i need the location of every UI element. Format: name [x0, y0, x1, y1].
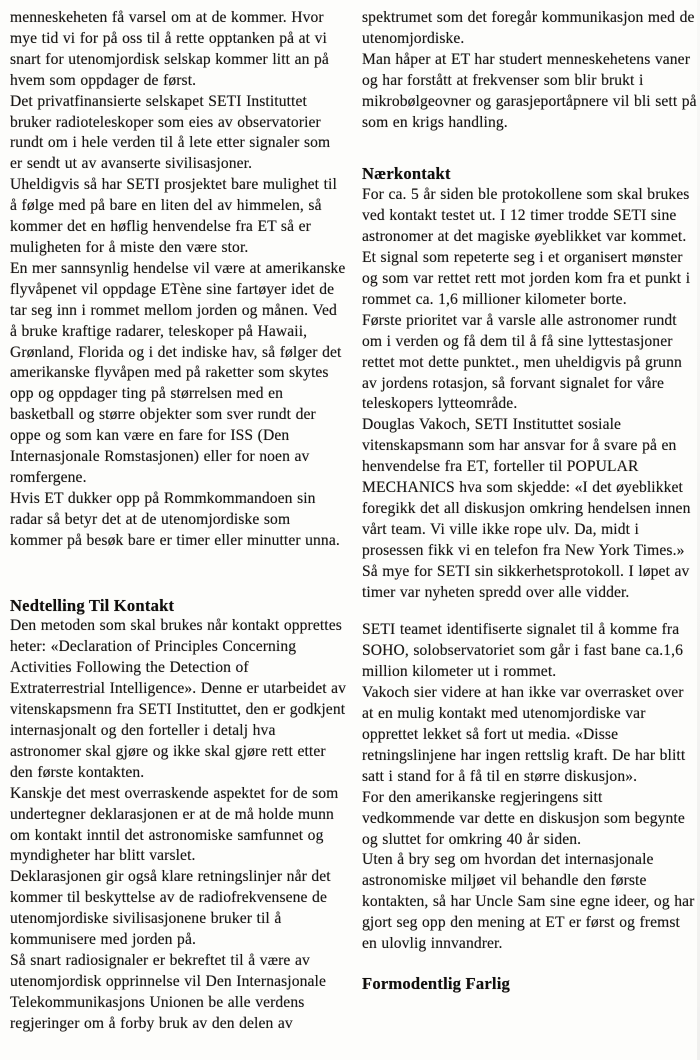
paragraph: Uten å bry seg om hvordan det internasjonale astronomiske miljøet vil behandle den første kontakten, så har Uncle Sam sine egne ideer, og har gjort seg opp den mening at ET er først og fremst en ulovlig innvandrer. [362, 851, 695, 953]
paragraph: Første prioritet var å varsle alle astronomer rundt om i verden og få dem til å få sine lyttestasjoner rettet mot dette punktet., men uheldigvis på grunn av jordens rotasjon, så forvant signalet for våre teleskopers lytteområde. [362, 311, 682, 413]
paragraph: For ca. 5 år siden ble protokollene som skal brukes ved kontakt testet ut. I 12 timer trodde SETI sine astronomer at det magiske øyeblikket var kommet. Et signal som repeterte seg i et organisert mønster og som var rettet rett mot jorden kom fra et punkt i rommet ca. 1,6 millioner kilometer borte. [362, 186, 691, 308]
paragraph: Douglas Vakoch, SETI Instituttet sosiale vitenskapsmann som har ansvar for å svare på en henvendelse fra ET, forteller til POPULAR MECHANICS hva som skjedde: «I det øyeblikket foregikk det all diskusjon omkring hendelsen innen vårt team. Vi ville ikke rope ulv. Da, midt i prosessen fikk vi en telefon fra New York Times.» Så mye for SETI sin sikkerhetsprotokoll. I løpet av timer var nyheten spredd over alle vidder. [362, 416, 691, 601]
paragraph: Den metoden som skal brukes når kontakt opprettes heter: «Declaration of Principles Concerning Activities Following the Detection of Extraterrestrial Intelligence». Denne er utarbeidet av vitenskapsmenn fra SETI Instituttet, den er godkjent internasjonalt og den forteller i detalj hva astronomer skal gjøre og ikke skal gjøre rett etter den første kontakten. [10, 617, 347, 781]
paragraph: Uheldigvis så har SETI prosjektet bare mulighet til å følge med på bare en liten del av himmelen, så kommer det en høflig henvendelse fra ET så er muligheten for å miste den være stor. [10, 176, 337, 256]
section-heading: Nærkontakt [362, 164, 451, 184]
left-column [10, 8, 347, 1060]
paragraph: Det privatfinansierte selskapet SETI Instituttet bruker radioteleskoper som eies av observatorier rundt om i hele verden til å lete etter signaler som er sendt ut av avanserte sivilisasjoner. [10, 92, 331, 173]
paragraph: For den amerikanske regjeringens sitt vedkommende var dette en diskusjon som begynte og sluttet for omkring 40 år siden. [362, 788, 685, 848]
paragraph-spacer [10, 552, 347, 596]
paragraph: Vakoch sier videre at han ikke var overrasket over at en mulig kontakt med utenomjordiske var opprettet lekket så fort ut media. «Disse retningslinjene har ingen rettslig kraft. De har blitt satt i stand for å få til en større diskusjon». [362, 684, 686, 785]
paragraph: Kanskje det mest overraskende aspektet for de som undertegner deklarasjonen er at de må holde munn om kontakt inntil det astronomiske samfunnet og myndigheter har blitt varslet. [10, 784, 339, 865]
paragraph-spacer [362, 955, 699, 974]
paragraph: SETI teamet identifiserte signalet til å komme fra SOHO, solobservatoriet som går i fast bane ca.1,6 million kilometer ut i rommet. [362, 621, 684, 681]
paragraph: spektrumet som det foregår kommunikasjon med de utenomjordiske. [362, 9, 695, 47]
paragraph-spacer [362, 603, 699, 620]
section-heading: Formodentlig Farlig [362, 973, 511, 993]
paragraph: Deklarasjonen gir også klare retningslinjer når det kommer til beskyttelse av de radiofrekvensene de utenomjordiske sivilisasjonene bruker til å kommunisere med jorden på. [10, 868, 331, 949]
section-heading: Nedtelling Til Kontakt [10, 595, 175, 615]
paragraph: En mer sannsynlig hendelse vil være at amerikanske flyvåpenet vil oppdage ETène sine fartøyer idet de tar seg inn i rommet mellom jorden og månen. Ved å bruke kraftige radarer, teleskoper på Hawaii, Grønland, Florida og i det indiske hav, så følger det amerikanske flyvåpen med på raketter som skytes opp og oppdager ting på størrelsen med en basketball og større objekter som sver rundt der oppe og som kan være en fare for ISS (Den Internasjonale Romstasjonen) eller for noen av romfergene. [10, 259, 346, 486]
paragraph: Hvis ET dukker opp på Rommkommandoen sin radar så betyr det at de utenomjordiske som kommer på besøk bare er timer eller minutter unna. [10, 489, 340, 549]
paragraph: Så snart radiosignaler er bekreftet til å være av utenomjordisk opprinnelse vil Den Internasjonale Telekommunikasjons Unionen be alle verdens regjeringer om å forby bruk av den delen av [10, 951, 327, 1032]
paragraph-spacer [362, 133, 699, 164]
right-column [362, 8, 699, 1060]
paragraph: Man håper at ET har studert menneskehetens vaner og har forstått at frekvenser som blir brukt i mikrobølgeovner og garasjeportåpnere vil bli sett på som en krigs handling. [362, 50, 697, 131]
paragraph: menneskeheten få varsel om at de kommer. Hvor mye tid vi for på oss til å rette opptanken på at vi snart for utenomjordisk selskap kommer litt an på hvem som oppdager de først. [10, 9, 329, 89]
